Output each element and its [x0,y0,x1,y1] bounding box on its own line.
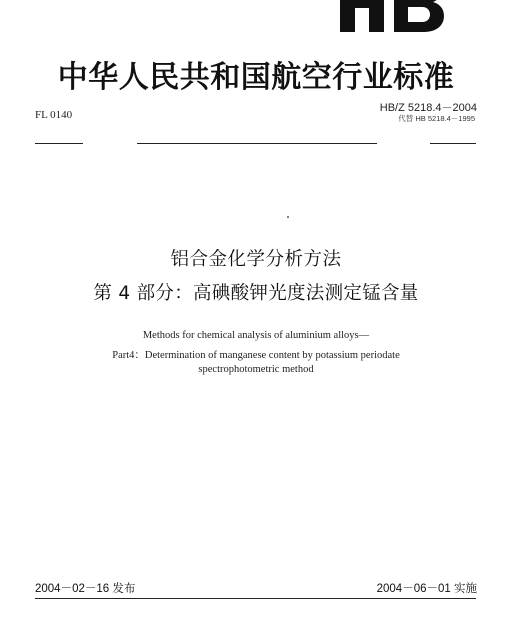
scan-dot [287,216,289,218]
cn-title-line-2: 第 4 部分：高碘酸钾光度法测定锰含量 [93,283,419,304]
footer-rule [35,598,476,599]
header-rule-center [137,143,377,144]
classification-code: FL 0140 [35,109,73,121]
en-title-line-2: Part4：Determination of manganese content by potassium periodate [112,350,400,361]
en-title-line-3: spectrophotometric method [198,364,314,375]
hb-logo [336,0,446,32]
replaces-standard: 代替 HB 5218.4－1995 [398,114,475,123]
implementation-date: 2004－06－01 实施 [376,583,477,595]
issuer-title: 中华人民共和国航空行业标准 [57,60,455,95]
issue-date: 2004－02－16 发布 [35,583,136,595]
standard-number: HB/Z 5218.4－2004 [379,102,477,114]
en-title-line-1: Methods for chemical analysis of aluminium alloys— [142,330,370,341]
header-rule-left [35,143,83,144]
header-rule-right [430,143,476,144]
cn-title-line-1: 铝合金化学分析方法 [170,249,342,270]
